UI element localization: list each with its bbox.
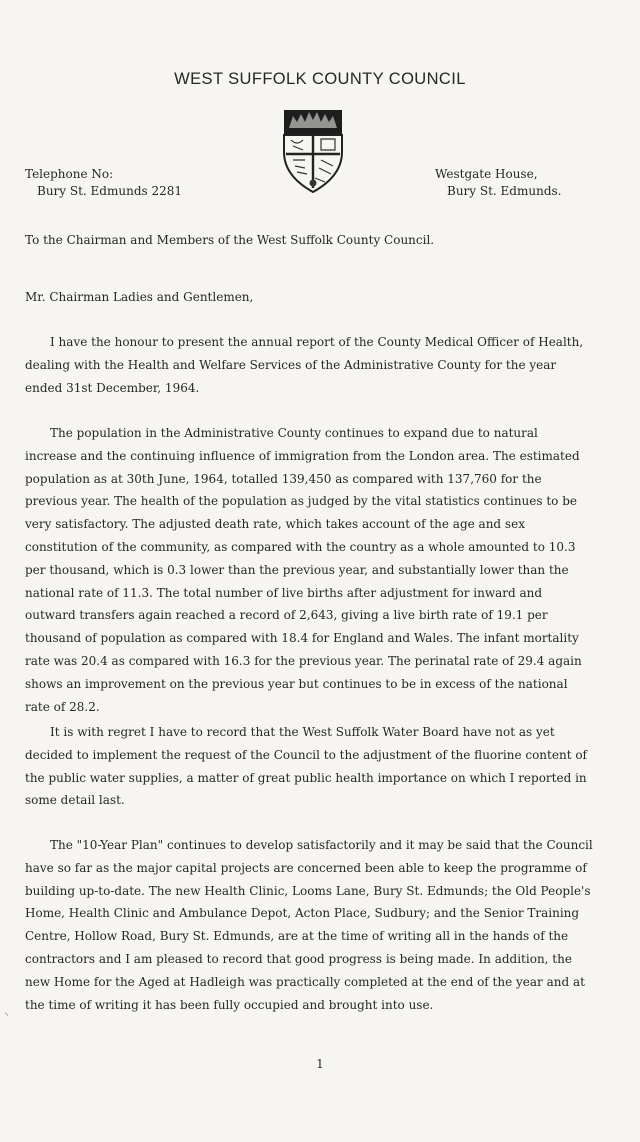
office-address-block (435, 166, 561, 200)
telephone-number: Bury St. Edmunds 2281 (37, 184, 183, 198)
paragraph-water-fluorine: It is with regret I have to record that the West Suffolk Water Board have not as yet decided to implement the request of the Council to the adjustment of the fluorine content of the public water supplies, a matter of great public health importance on which I reported in some detail last. (25, 725, 587, 808)
page-number: 1 (316, 1057, 324, 1071)
telephone-label: Telephone No: (25, 167, 114, 181)
paragraph-ten-year-plan: The "10-Year Plan" continues to develop satisfactorily and it may be said that the Council have so far as the major capital projects are concerned been able to keep the programme of building up-to-date. The new Health Clinic, Looms Lane, Bury St. Edmunds; the Old People's Home, Health Clinic and Ambulance Depot, Acton Place, Sudbury; and the Senior Training Centre, Hollow Road, Bury St. Edmunds, are at the time of writing all in the hands of the contractors and I am pleased to record that good progress is being made. In addition, the new Home for the Aged at Hadleigh was practically completed at the end of the year and at the time of writing it has been fully occupied and brought into use. (25, 838, 593, 1012)
page-title: WEST SUFFOLK COUNTY COUNCIL (174, 70, 466, 88)
addressee-line: To the Chairman and Members of the West Suffolk County Council. (25, 233, 435, 247)
coat-of-arms-crest (281, 108, 345, 194)
scan-mark: ⸜ (4, 1007, 9, 1018)
address-line-1: Westgate House, (435, 167, 538, 181)
paragraph-population: The population in the Administrative County continues to expand due to natural increase and the continuing influence of immigration from the London area. The estimated population as at 30th June, 1964, totalled 139,450 as compared with 137,760 for the previous year. The health of the population as judged by the vital statistics continues to be very satisfactory. The adjusted death rate, which takes account of the age and sex constitution of the community, as compared with the country as a whole amounted to 10.3 per thousand, which is 0.3 lower than the previous year, and substantially lower than the national rate of 11.3. The total number of live births after adjustment for inward and outward transfers again reached a record of 2,643, giving a live birth rate of 19.1 per thousand of population as compared with 18.4 for England and Wales. The infant mortality rate was 20.4 as compared with 16.3 for the previous year. The perinatal rate of 29.4 again shows an improvement on the previous year but continues to be in excess of the national rate of 28.2. (25, 426, 582, 714)
paragraph-introduction: I have the honour to present the annual report of the County Medical Officer of Health, dealing with the Health and Welfare Services of the Administrative County for the year ended 31st December, 1964. (25, 335, 584, 395)
salutation: Mr. Chairman Ladies and Gentlemen, (25, 290, 254, 304)
address-line-2: Bury St. Edmunds. (447, 184, 562, 198)
telephone-block (25, 166, 182, 200)
